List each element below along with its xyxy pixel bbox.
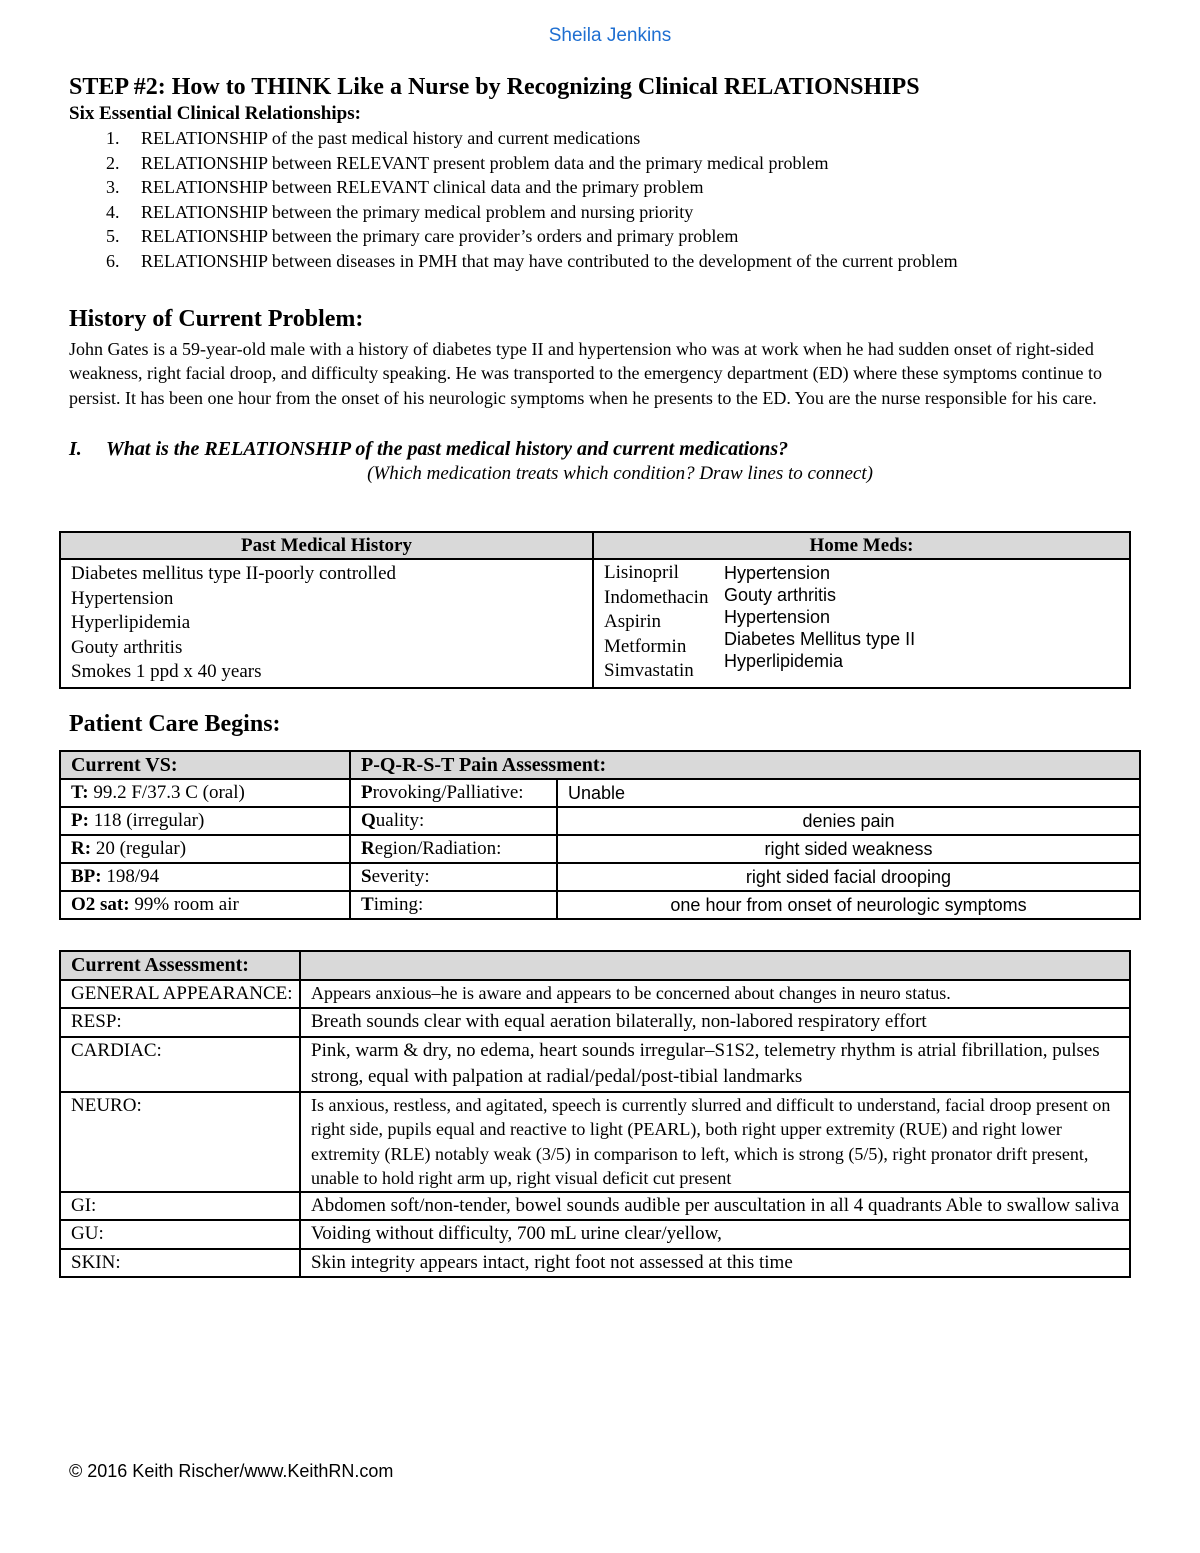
system-label: SKIN: <box>60 1249 300 1278</box>
table-row <box>60 807 1140 835</box>
pain-label: Severity: <box>350 863 557 891</box>
table-row <box>60 863 1140 891</box>
list-item: 5. RELATIONSHIP between the primary care provider’s orders and primary problem <box>106 226 739 247</box>
pmh-meds-table <box>59 531 1131 689</box>
history-paragraph: John Gates is a 59-year-old male with a history of diabetes type II and hypertension who was at work when he had sudden onset of right-sided weakness, right facial droop, and difficulty speaking. He was transported to the emergency department (ED) where these symptoms continue to persist. It has been one hour from the onset of his neurologic symptoms when he presents to the ED. You are the nurse responsible for his care. <box>69 338 1103 408</box>
pain-value-field[interactable]: one hour from onset of neurologic symptoms <box>557 891 1140 919</box>
table-row <box>60 1037 1130 1092</box>
list-item: 6. RELATIONSHIP between diseases in PMH that may have contributed to the development of the current problem <box>106 250 958 271</box>
med-name: Indomethacin <box>604 586 709 608</box>
med-answer-field[interactable]: Gouty arthritis <box>724 585 837 605</box>
table-row <box>60 835 1140 863</box>
finding-field[interactable]: Abdomen soft/non-tender, bowel sounds audible per auscultation in all 4 quadrants Able to swallow saliva <box>300 1192 1130 1221</box>
system-label: GU: <box>60 1220 300 1249</box>
patient-care-heading: Patient Care Begins: <box>69 711 281 737</box>
question-1-instructions: (Which medication treats which condition? Draw lines to connect) <box>367 463 873 485</box>
list-item: 4. RELATIONSHIP between the primary medical problem and nursing priority <box>106 201 694 222</box>
meds-column-header: Home Meds: <box>593 532 1130 559</box>
table-row <box>60 1192 1130 1221</box>
document-owner-name: Sheila Jenkins <box>548 25 672 46</box>
pain-value-field[interactable]: denies pain <box>557 807 1140 835</box>
vitals-pain-table <box>59 750 1141 920</box>
finding-field[interactable]: Is anxious, restless, and agitated, speech is currently slurred and difficult to understand, facial droop present on right side, pupils equal and reactive to light (PEARL), both right upper extremity (RUE) and right lower extremity (RLE) notably weak (3/5) in comparison to left, which is strong (5/5), right pronator drift present, unable to hold right arm up, right visual deficit cut present <box>300 1092 1130 1192</box>
table-row <box>60 1220 1130 1249</box>
pmh-list-cell <box>60 559 593 688</box>
med-answer-field[interactable]: Hyperlipidemia <box>724 651 844 671</box>
relationships-list <box>69 126 1131 274</box>
med-answers <box>724 562 915 672</box>
table-row <box>60 1008 1130 1037</box>
finding-field[interactable]: Voiding without difficulty, 700 mL urine clear/yellow, <box>300 1220 1130 1249</box>
document-title: STEP #2: How to THINK Like a Nurse by Recognizing Clinical RELATIONSHIPS <box>69 74 920 100</box>
pain-label: Timing: <box>350 891 557 919</box>
vital-cell: T: 99.2 F/37.3 C (oral) <box>60 779 350 807</box>
system-label: CARDIAC: <box>60 1037 300 1092</box>
assessment-header: Current Assessment: <box>60 951 300 980</box>
pmh-item: Hypertension <box>71 587 174 609</box>
assessment-header-blank <box>300 951 1130 980</box>
pain-label: Provoking/Palliative: <box>350 779 557 807</box>
med-answer-field[interactable]: Diabetes Mellitus type II <box>724 629 916 649</box>
table-row <box>60 1249 1130 1278</box>
pain-assessment-header: P-Q-R-S-T Pain Assessment: <box>350 751 1140 779</box>
table-row <box>60 779 1140 807</box>
table-row <box>60 1092 1130 1192</box>
med-name: Metformin <box>604 635 687 657</box>
med-answer-field[interactable]: Hypertension <box>724 607 831 627</box>
vital-cell: P: 118 (irregular) <box>60 807 350 835</box>
list-item: 1. RELATIONSHIP of the past medical history and current medications <box>106 128 641 148</box>
pain-value-field[interactable]: right sided facial drooping <box>557 863 1140 891</box>
vitals-header: Current VS: <box>60 751 350 779</box>
meds-cell <box>593 559 1130 688</box>
finding-field[interactable]: Breath sounds clear with equal aeration bilaterally, non-labored respiratory effort <box>300 1008 1130 1037</box>
med-name: Lisinopril <box>604 562 679 583</box>
document-body <box>69 72 1131 486</box>
list-item: 3. RELATIONSHIP between RELEVANT clinical data and the primary problem <box>106 177 704 198</box>
pain-value-field[interactable]: right sided weakness <box>557 835 1140 863</box>
med-names <box>604 561 708 684</box>
system-label: NEURO: <box>60 1092 300 1192</box>
pain-label: Region/Radiation: <box>350 835 557 863</box>
finding-field[interactable]: Pink, warm & dry, no edema, heart sounds irregular–S1S2, telemetry rhythm is atrial fibrillation, pulses strong, equal with palpation at radial/pedal/post-tibial landmarks <box>300 1037 1130 1092</box>
med-name: Simvastatin <box>604 660 694 681</box>
vital-cell: BP: 198/94 <box>60 863 350 891</box>
pmh-item: Diabetes mellitus type II-poorly controlled <box>71 563 397 584</box>
pmh-item: Hyperlipidemia <box>71 612 191 633</box>
relationships-heading: Six Essential Clinical Relationships: <box>69 103 361 124</box>
list-item: 2. RELATIONSHIP between RELEVANT present problem data and the primary medical problem <box>106 152 829 173</box>
copyright-footer: © 2016 Keith Rischer/www.KeithRN.com <box>69 1461 394 1481</box>
assessment-table <box>59 950 1131 1278</box>
pmh-column-header: Past Medical History <box>60 532 593 559</box>
question-1: I. What is the RELATIONSHIP of the past medical history and current medications? <box>69 438 789 461</box>
pmh-item: Gouty arthritis <box>71 636 183 658</box>
vital-cell: O2 sat: 99% room air <box>60 891 350 919</box>
med-name: Aspirin <box>604 611 661 632</box>
med-answer-field[interactable]: Hypertension <box>724 563 831 583</box>
pmh-item: Smokes 1 ppd x 40 years <box>71 661 262 682</box>
system-label: RESP: <box>60 1008 300 1037</box>
history-heading: History of Current Problem: <box>69 305 364 332</box>
pain-label: Quality: <box>350 807 557 835</box>
table-row <box>60 891 1140 919</box>
pain-value-field[interactable]: Unable <box>557 779 1140 807</box>
finding-field[interactable]: Skin integrity appears intact, right foot not assessed at this time <box>300 1249 1130 1278</box>
vital-cell: R: 20 (regular) <box>60 835 350 863</box>
system-label: GENERAL APPEARANCE: <box>60 980 300 1009</box>
finding-field[interactable]: Appears anxious–he is aware and appears to be concerned about changes in neuro status. <box>300 980 1130 1009</box>
table-row <box>60 980 1130 1009</box>
system-label: GI: <box>60 1192 300 1221</box>
